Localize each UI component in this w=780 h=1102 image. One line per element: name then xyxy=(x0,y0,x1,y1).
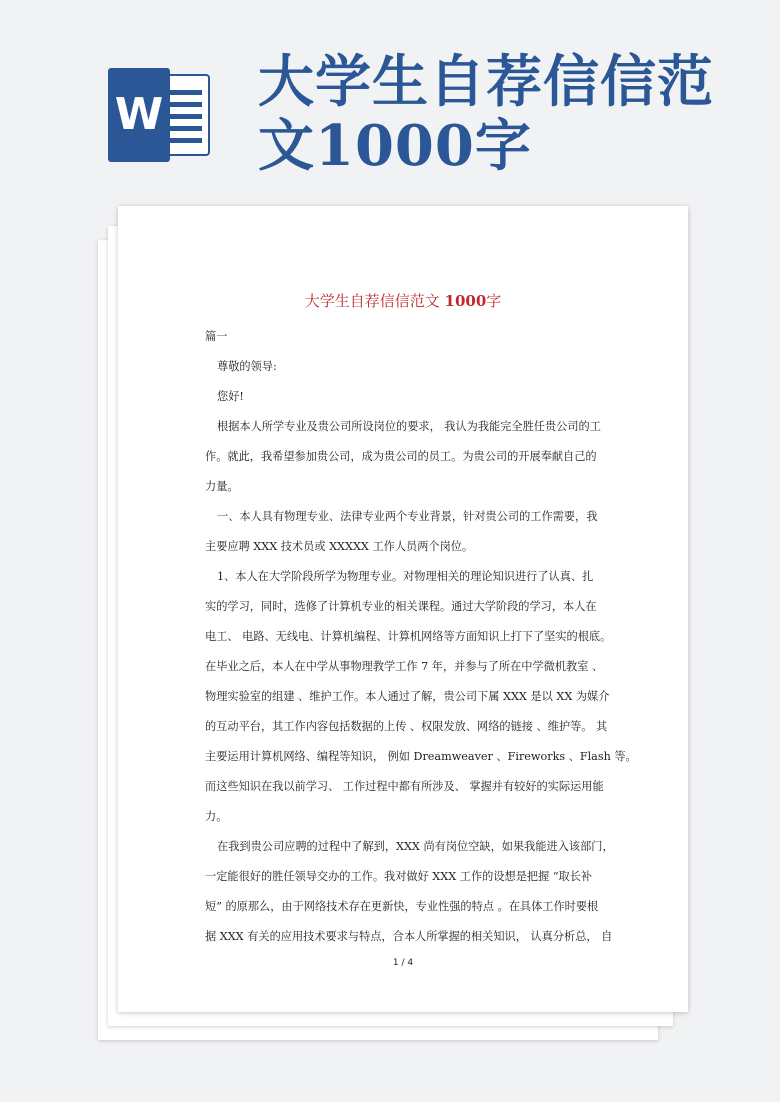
banner-title-line-2: 文1000字 xyxy=(258,113,532,179)
text-line: 一、本人具有物理专业、法律专业两个专业背景，针对贵公司的工作需要，我 xyxy=(217,510,598,523)
document-page xyxy=(118,206,688,1012)
banner-title xyxy=(258,50,758,178)
text-line: 篇一 xyxy=(205,330,228,343)
document-title-suffix: 字 xyxy=(486,292,502,310)
document-title-text: 大学生自荐信信范文 xyxy=(304,292,440,310)
document-title-number: 1000 xyxy=(444,292,487,310)
text-line: 短” 的原那么，由于网络技术存在更新快，专业性强的特点 。在具体工作时要根 xyxy=(205,900,599,913)
text-line: 力。 xyxy=(205,810,228,823)
word-logo xyxy=(108,68,212,162)
text-line: 主要运用计算机网络、编程等知识， 例如 Dreamweaver 、Fireworks 、Flash 等。 xyxy=(205,750,637,763)
text-line: 尊敬的领导: xyxy=(217,360,277,373)
text-line: 而这些知识在我以前学习、 工作过程中都有所涉及、 掌握并有较好的实际运用能 xyxy=(205,780,604,793)
document-title xyxy=(118,290,688,311)
text-line: 您好! xyxy=(217,390,244,403)
text-line: 电工、 电路、无线电、计算机编程、计算机网络等方面知识上打下了坚实的根底。 xyxy=(205,630,612,643)
text-line: 物理实验室的组建 、维护工作。本人通过了解，贵公司下属 XXX 是以 XX 为媒介 xyxy=(205,690,610,703)
document-body xyxy=(205,322,637,952)
text-line: 在毕业之后，本人在中学从事物理教学工作 7 年，并参与了所在中学微机教室 、 xyxy=(205,660,604,673)
text-line: 一定能很好的胜任领导交办的工作。我对做好 XXX 工作的设想是把握 “取长补 xyxy=(205,870,593,883)
banner-title-line-1: 大学生自荐信信范 xyxy=(258,49,714,115)
text-line: 作。就此，我希望参加贵公司，成为贵公司的员工。为贵公司的开展奉献自己的 xyxy=(205,450,597,463)
text-line: 实的学习，同时，选修了计算机专业的相关课程。通过大学阶段的学习，本人在 xyxy=(205,600,597,613)
word-w-icon: W xyxy=(108,68,170,162)
page-number: 1 / 4 xyxy=(392,958,414,968)
text-line: 主要应聘 XXX 技术员或 XXXXX 工作人员两个岗位。 xyxy=(205,540,474,553)
text-line: 根据本人所学专业及贵公司所设岗位的要求， 我认为我能完全胜任贵公司的工 xyxy=(217,420,601,433)
text-line: 力量。 xyxy=(205,480,239,493)
text-line: 据 XXX 有关的应用技术要求与特点，合本人所掌握的相关知识， 认真分析总， 自 xyxy=(205,930,613,943)
text-line: 1、本人在大学阶段所学为物理专业。对物理相关的理论知识进行了认真、扎 xyxy=(217,570,594,583)
text-line: 在我到贵公司应聘的过程中了解到，XXX 尚有岗位空缺，如果我能进入该部门， xyxy=(217,840,614,853)
text-line: 的互动平台，其工作内容包括数据的上传 、权限发放、网络的链接 、维护等。 其 xyxy=(205,720,608,733)
